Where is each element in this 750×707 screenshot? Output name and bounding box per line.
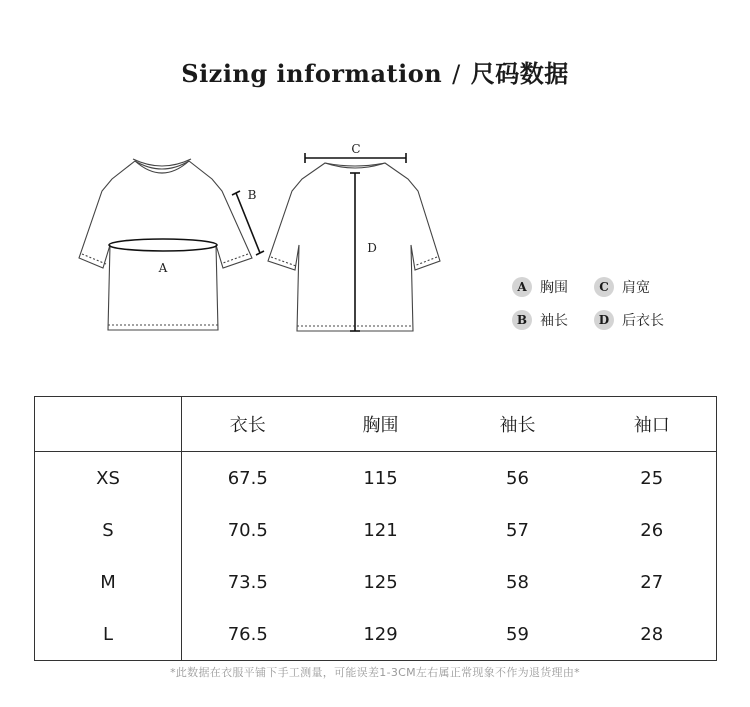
table-cell: 28 bbox=[640, 623, 664, 645]
table-cell: 129 bbox=[363, 623, 398, 645]
page-title bbox=[0, 54, 750, 89]
tshirt-front-drawing bbox=[79, 159, 252, 330]
measure-b-label: B bbox=[247, 188, 257, 202]
size-table bbox=[34, 396, 717, 661]
tshirt-back-drawing bbox=[268, 163, 440, 331]
header-cell: 袖口 bbox=[588, 397, 717, 452]
legend-badge: B bbox=[512, 310, 532, 330]
legend-item bbox=[512, 277, 594, 297]
legend-item bbox=[594, 310, 676, 330]
table-row bbox=[35, 608, 717, 661]
table-row bbox=[35, 452, 717, 505]
legend-label: 袖长 bbox=[540, 313, 568, 329]
legend-badge: D bbox=[594, 310, 614, 330]
table-cell: 125 bbox=[363, 571, 398, 593]
measure-d-label: D bbox=[367, 241, 377, 255]
legend-badge: A bbox=[512, 277, 532, 297]
table-cell: 27 bbox=[640, 571, 664, 593]
title-chinese: 尺码数据 bbox=[470, 60, 569, 88]
table-cell: 70.5 bbox=[227, 519, 268, 541]
legend-row bbox=[512, 309, 676, 331]
size-cell: L bbox=[35, 608, 182, 661]
title-english: Sizing information bbox=[181, 59, 443, 88]
table-header-row bbox=[35, 397, 717, 452]
legend-label: 胸围 bbox=[540, 280, 568, 296]
table-cell: 121 bbox=[363, 519, 398, 541]
header-cell: 胸围 bbox=[314, 397, 448, 452]
legend-badge: C bbox=[594, 277, 614, 297]
measure-d-line bbox=[350, 173, 360, 331]
legend-item bbox=[594, 277, 676, 297]
table-cell: 59 bbox=[506, 623, 529, 645]
legend-label: 肩宽 bbox=[622, 280, 650, 296]
measurement-legend bbox=[512, 276, 676, 342]
table-row bbox=[35, 556, 717, 608]
measure-a-label: A bbox=[158, 261, 168, 275]
table-cell: 67.5 bbox=[227, 467, 268, 489]
table-cell: 57 bbox=[506, 519, 529, 541]
tshirt-diagrams bbox=[70, 135, 450, 340]
table-cell: 26 bbox=[640, 519, 664, 541]
header-cell: 衣长 bbox=[182, 397, 314, 452]
legend-row bbox=[512, 276, 676, 298]
table-cell: 115 bbox=[363, 467, 398, 489]
header-cell: 袖长 bbox=[448, 397, 588, 452]
table-cell: 58 bbox=[506, 571, 529, 593]
measure-c-label: C bbox=[351, 142, 361, 156]
measurement-note: *此数据在衣服平铺下手工测量，可能误差1-3CM左右属正常现象不作为退货理由* bbox=[170, 666, 580, 679]
table-cell: 73.5 bbox=[227, 571, 268, 593]
title-separator: / bbox=[452, 60, 461, 88]
size-cell: S bbox=[35, 504, 182, 556]
table-cell: 25 bbox=[640, 467, 664, 489]
size-cell: XS bbox=[35, 452, 182, 505]
table-cell: 76.5 bbox=[227, 623, 268, 645]
table-row bbox=[35, 504, 717, 556]
header-cell bbox=[35, 397, 182, 452]
table-cell: 56 bbox=[506, 467, 529, 489]
legend-label: 后衣长 bbox=[622, 313, 664, 329]
size-cell: M bbox=[35, 556, 182, 608]
legend-item bbox=[512, 310, 594, 330]
